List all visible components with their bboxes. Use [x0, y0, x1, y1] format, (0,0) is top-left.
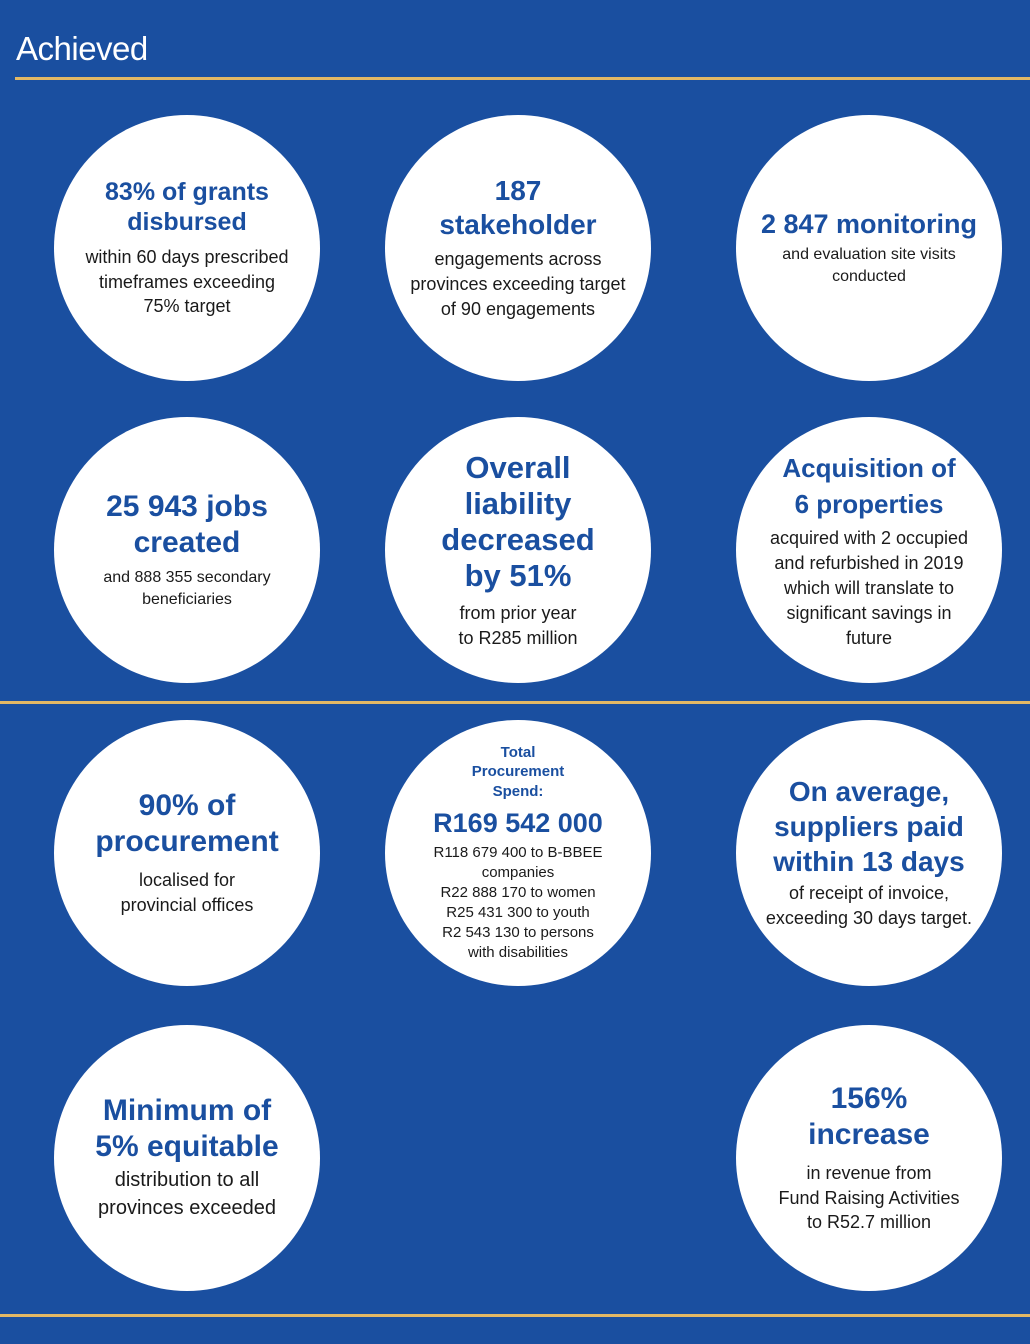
card-headline: 25 943 jobs created: [106, 489, 268, 559]
divider-middle: [0, 701, 1030, 704]
equitable-distribution-card: [54, 1025, 320, 1291]
localised-procurement-card: [54, 720, 320, 986]
divider-bottom: [0, 1314, 1030, 1317]
card-detail: from prior year to R285 million: [458, 602, 578, 648]
card-headline: 187 stakeholder: [439, 175, 597, 240]
card-detail: within 60 days prescribed timeframes exceeding 75% target: [85, 246, 289, 317]
card-detail: and evaluation site visits conducted: [782, 246, 956, 286]
grants-disbursed-card: [54, 115, 320, 381]
liability-decreased-card: [385, 417, 651, 683]
properties-acquisition-card: [736, 417, 1002, 683]
procurement-spend-card: [385, 720, 651, 986]
card-detail: R118 679 400 to B-BBEE companies R22 888 170 to women R25 431 300 to youth R2 543 130 to persons with disabilities: [433, 843, 603, 962]
monitoring-visits-card: [736, 115, 1002, 381]
card-detail: distribution to all provinces exceeded: [98, 1169, 276, 1219]
card-headline: 90% of procurement: [95, 789, 279, 859]
card-detail: engagements across provinces exceeding target of 90 engagements: [410, 249, 626, 319]
divider-top: [15, 77, 1030, 80]
card-headline: On average, suppliers paid within 13 days: [773, 776, 965, 877]
jobs-created-card: [54, 417, 320, 683]
card-detail: of receipt of invoice, exceeding 30 days target.: [765, 883, 973, 929]
card-headline: Acquisition of 6 properties: [782, 452, 956, 519]
card-headline: 2 847 monitoring: [760, 208, 978, 239]
card-detail: and 888 355 secondary beneficiaries: [103, 568, 271, 608]
page-title: Achieved: [16, 30, 148, 67]
supplier-payments-card: [736, 720, 1002, 986]
card-detail: acquired with 2 occupied and refurbished in 2019 which will translate to significant savings in future: [769, 528, 969, 648]
card-headline: 156% increase: [808, 1081, 930, 1151]
card-label: Total Procurement Spend:: [471, 743, 565, 800]
card-headline: 83% of grants disbursed: [105, 177, 269, 236]
card-detail: in revenue from Fund Raising Activities to R52.7 million: [778, 1162, 960, 1233]
revenue-increase-card: [736, 1025, 1002, 1291]
card-headline: Overall liability decreased by 51%: [441, 449, 595, 594]
card-headline: Minimum of 5% equitable: [95, 1094, 279, 1164]
card-detail: localised for provincial offices: [120, 870, 254, 915]
stakeholder-engagements-card: [385, 115, 651, 381]
card-headline: R169 542 000: [433, 808, 603, 839]
